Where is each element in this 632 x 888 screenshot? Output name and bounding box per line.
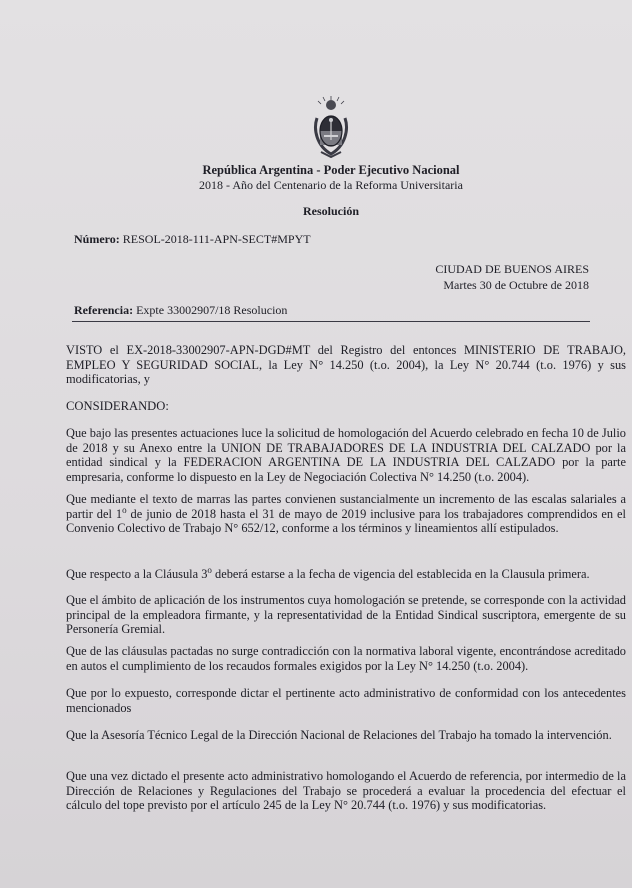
document-type: Resolución	[302, 204, 359, 218]
header-subtitle: 2018 - Año del Centenario de la Reforma Universitaria	[199, 178, 463, 192]
city: CIUDAD DE BUENOS AIRES	[435, 262, 589, 276]
document-number-label: Número:	[74, 232, 120, 246]
place-date	[435, 261, 589, 293]
paragraph-text: Que respecto a la Cláusula 3	[66, 567, 208, 581]
ordinal-superscript: o	[207, 564, 212, 575]
paragraph-considerando-5: Que de las cláusulas pactadas no surge contradicción con la normativa laboral vigente, encontrándose acreditado en autos el cumplimiento de los recaudos formales exigidos por la Ley N° 14.250 (t.o. 2004).	[66, 644, 626, 673]
paragraph-visto: VISTO el EX-2018-33002907-APN-DGD#MT del Registro del entonces MINISTERIO DE TRABAJO, EMPLEO Y SEGURIDAD SOCIAL, la Ley N° 14.250 (t.o. 2004), la Ley N° 20.744 (t.o. 1976) y sus modificatorias, y	[66, 343, 626, 386]
divider	[72, 321, 590, 322]
reference	[74, 303, 287, 318]
paragraph-considerando-8: Que una vez dictado el presente acto administrativo homologando el Acuerdo de referencia, por intermedio de la Dirección de Relaciones y Regulaciones del Trabajo se procederá a evaluar la procedencia del efectuar el cálculo del tope previsto por el artículo 245 de la Ley N° 20.744 (t.o. 1976) y sus modificatorias.	[66, 769, 626, 812]
paragraph-text: de junio de 2018 hasta el 31 de mayo de 2019 inclusive para los trabajadores comprendidos en el Convenio Colectivo de Trabajo N° 652/12, conforme a los términos y lineamientos allí estipulados.	[66, 506, 626, 535]
coat-of-arms-icon	[311, 96, 351, 158]
ordinal-superscript: o	[122, 504, 127, 515]
paragraph-text: Que mediante el texto de marras las partes convienen sustancialmente un incremento de las escalas salariales a partir del 1	[66, 492, 626, 521]
header-title: República Argentina - Poder Ejecutivo Nacional	[202, 163, 460, 177]
paragraph-considerando-6: Que por lo expuesto, corresponde dictar el pertinente acto administrativo de conformidad con los antecedentes mencionados	[66, 686, 626, 715]
paragraph-considerando-7: Que la Asesoría Técnico Legal de la Dirección Nacional de Relaciones del Trabajo ha tomado la intervención.	[66, 728, 612, 742]
paragraph-text: deberá estarse a la fecha de vigencia del establecida en la Clausula primera.	[211, 567, 590, 581]
paragraph-considerando-4: Que el ámbito de aplicación de los instrumentos cuya homologación se pretende, se corresponde con la actividad principal de la empleadora firmante, y la representatividad de la Entidad Sindical suscriptora, emergente de su Personería Gremial.	[66, 593, 626, 636]
document-number-value: RESOL-2018-111-APN-SECT#MPYT	[122, 232, 311, 246]
reference-label: Referencia:	[74, 303, 134, 317]
document-number	[74, 232, 311, 247]
reference-value: Expte 33002907/18 Resolucion	[136, 303, 288, 317]
paragraph-considerando-3	[66, 564, 626, 582]
date: Martes 30 de Octubre de 2018	[443, 278, 589, 292]
paragraph-considerando-2	[66, 492, 626, 536]
paragraph-considerando-1: Que bajo las presentes actuaciones luce la solicitud de homologación del Acuerdo celebrado en fecha 10 de Julio de 2018 y su Anexo entre la UNION DE TRABAJADORES DE LA INDUSTRIA DEL CALZADO por la entidad sindical y la FEDERACION ARGENTINA DE LA INDUSTRIA DEL CALZADO por la parte empresaria, conforme lo dispuesto en la Ley de Negociación Colectiva N° 14.250 (t.o. 2004).	[66, 426, 626, 484]
heading-considerando: CONSIDERANDO:	[66, 399, 169, 413]
